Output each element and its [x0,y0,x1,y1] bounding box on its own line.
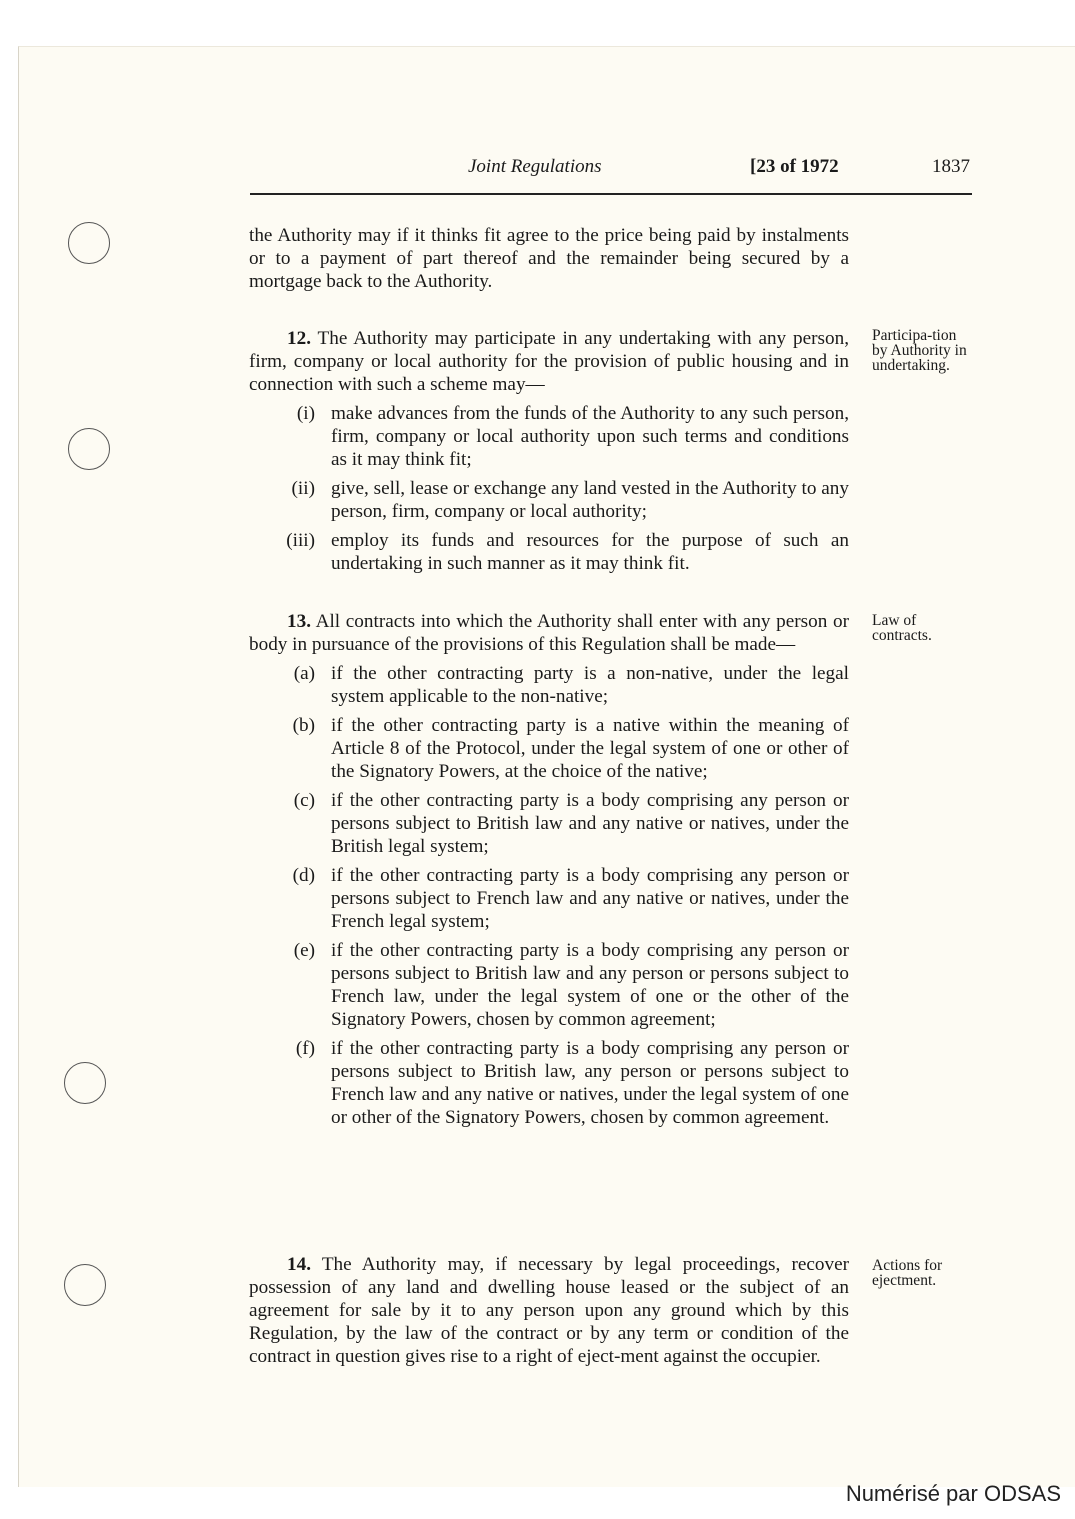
header-rule [250,193,972,195]
punch-hole [64,1264,106,1306]
list-item [249,529,849,575]
section-12 [249,327,849,575]
section-14-number: 14. [287,1254,311,1275]
section-12-number: 12. [287,328,311,349]
intro-text: the Authority may if it thinks fit agree to the price being paid by instalments or to a payment of part thereof and the remainder being secured by a mortgage back to the Authority. [249,225,849,292]
page-number: 1837 [932,156,970,177]
list-item [249,789,849,858]
section-12-text: The Authority may participate in any undertaking with any person, firm, company or local authority for the provision of public housing and in connection with such a scheme may— [249,328,849,395]
item-text: give, sell, lease or exchange any land vested in the Authority to any person, firm, company or local authority; [331,478,849,522]
header-title: Joint Regulations [468,156,602,177]
item-text: if the other contracting party is a body comprising any person or persons subject to British law and any person or persons subject to French law, under the legal system of one or the other of the Signatory Powers, chosen by common agreement; [331,940,849,1030]
list-item [249,477,849,523]
list-item [249,402,849,471]
list-item [249,864,849,933]
item-text: if the other contracting party is a native within the meaning of Article 8 of the Protocol, under the legal system of one or other of the Signatory Powers, at the choice of the native; [331,715,849,782]
section-13-lead [249,610,849,656]
item-text: if the other contracting party is a body comprising any person or persons subject to French law and any native or natives, under the French legal system; [331,865,849,932]
item-label: (ii) [291,478,315,499]
item-text: if the other contracting party is a body comprising any person or persons subject to British law and any native or natives, under the British legal system; [331,790,849,857]
list-item [249,714,849,783]
margin-note-14: Actions for ejectment. [872,1257,943,1289]
item-text: if the other contracting party is a body comprising any person or persons subject to British law, any person or persons subject to French law and any native or natives, under the legal system of one or other of the Signatory Powers, chosen by common agreement. [331,1038,849,1128]
section-14-lead [249,1253,849,1368]
running-header [250,152,972,182]
item-text: if the other contracting party is a non-native, under the legal system applicable to the non-native; [331,663,849,707]
item-label: (c) [293,790,315,811]
item-label: (i) [296,403,315,424]
item-label: (e) [293,940,315,961]
item-text: employ its funds and resources for the purpose of such an undertaking in such manner as it may think fit. [331,530,849,574]
section-13 [249,610,849,1129]
section-13-text: All contracts into which the Authority shall enter with any person or body in pursuance of the provisions of this Regulation shall be made— [249,611,849,655]
list-item [249,1037,849,1129]
item-label: (d) [292,865,315,886]
item-label: (iii) [286,530,315,551]
list-item [249,662,849,708]
item-label: (b) [292,715,315,736]
header-act: [23 of 1972 [750,156,839,177]
list-item [249,939,849,1031]
item-label: (f) [295,1038,315,1059]
intro-paragraph [249,224,849,293]
section-12-lead [249,327,849,396]
margin-note-13: Law of contracts. [872,612,932,644]
punch-hole [64,1062,106,1104]
digitization-stamp: Numérisé par ODSAS [845,1481,1061,1506]
item-label: (a) [293,663,315,684]
punch-hole [68,222,110,264]
section-14-text: The Authority may, if necessary by legal proceedings, recover possession of any land and dwelling house leased or the subject of an agreement for sale by it to any person upon any ground which by this Regulation, by the law of the contract or by any term or condition of the contract in question gives rise to a right of eject-ment against the occupier. [249,1254,850,1367]
section-13-number: 13. [287,611,311,632]
margin-note-12: Participa-tion by Authority in undertaking. [872,327,967,374]
section-14 [249,1253,849,1368]
item-text: make advances from the funds of the Authority to any such person, firm, company or local authority upon such terms and conditions as it may think fit; [331,403,849,470]
punch-hole [68,428,110,470]
